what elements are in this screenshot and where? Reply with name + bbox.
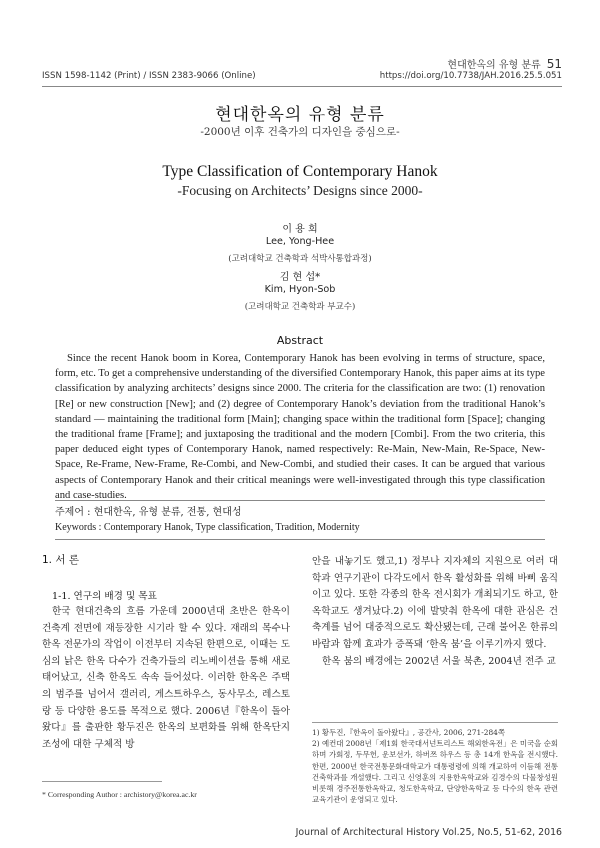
body-paragraph: 안을 내놓기도 했고,1) 정부나 지자체의 지원으로 여러 대학과 연구기관이 다각도에서 한옥 활성화를 위해 바삐 움직이고 있다. 또한 각종의 한옥 전시회가 개최되기도 하고, 한옥학교도 생겨났다.2) 이에 발맞춰 한옥에 대한 관심은 건축계를 넘어 대중적으로도 확산됐는데, 근래 불어온 한류의 바람과 함께 효과가 증폭돼 ‘한옥 붐’을 이루기까지 했다. <box>312 556 558 650</box>
right-column <box>312 554 558 670</box>
page-number: 51 <box>546 57 562 71</box>
subsection-title: 1-1. 연구의 배경 및 목표 <box>52 591 157 602</box>
title-english: Type Classification of Contemporary Hanok <box>162 163 438 180</box>
header-rule <box>42 86 562 87</box>
footnote-2: 2) 예컨대 2008년「제1회 한국대서넌트리스트 해외한옥전」은 미국을 순회하며 가회정, 두무헌, 운보선가, 하버쯔 하우스 등 총 14개 한옥을 전시했다. 한편, 2000년 한국전통문화대학교가 대통령령에 의해 개교하여 이듬해 전통건축학과를 개설했다. 그리고 신영훈의 지용한옥학교와 김경수의 다물창성원 비롯해 경주전통한옥학교, 청도한옥학교, 단양한옥학교 등 다수의 한옥 관련 교육기관이 운영되고 있다. <box>312 739 558 805</box>
author-1-korean: 이 용 희 <box>282 224 318 235</box>
journal-citation: Journal of Architectural History Vol.25, No.5, 51-62, 2016 <box>295 827 562 838</box>
footnote-1: 1) 황두진,『한옥이 돌아왔다』, 공간사, 2006, 271-284쪽 <box>312 728 505 737</box>
corresponding-author: * Corresponding Author : archistory@korea.ac.kr <box>42 790 197 799</box>
keywords-english: Keywords : Contemporary Hanok, Type classification, Tradition, Modernity <box>55 522 360 533</box>
abstract-heading: Abstract <box>276 334 324 347</box>
author-1-english: Lee, Yong-Hee <box>265 236 335 247</box>
author-2-affiliation: (고려대학교 건축학과 부교수) <box>244 302 356 312</box>
body-paragraph: 한국 현대건축의 흐름 가운데 2000년대 초반은 한옥이 건축계 전면에 재등장한 시기라 할 수 있다. 재래의 목수나 한옥 전문가의 작업이 이전부터 지속된 한편으로, 이때는 도심의 낡은 한옥 다수가 건축가들의 리노베이션을 통해 새로 태어났고, 신축 한옥도 속속 들어섰다. 이러한 한옥은 주택의 범주를 넘어서 갤러리, 게스트하우스, 동사무소, 레스토랑 등 다양한 용도를 목적으로 했다. 2006년『한옥이 돌아왔다』를 출판한 황두진은 한옥의 보편화를 위해 한옥단지 조성에 대한 구체적 방 <box>42 606 290 750</box>
section-title: 1. 서 론 <box>42 554 79 566</box>
author-2-english: Kim, Hyon-Sob <box>264 284 336 295</box>
keywords-korean: 주제어 : 현대한옥, 유형 분류, 전통, 현대성 <box>55 507 242 518</box>
subtitle-english: -Focusing on Architects’ Designs since 2000- <box>177 183 423 198</box>
keywords-box <box>55 500 545 540</box>
author-1-affiliation: (고려대학교 건축학과 석박사통합과정) <box>228 254 372 264</box>
abstract-text: Since the recent Hanok boom in Korea, Contemporary Hanok has been evolving in terms of structure, space, form, etc. To get a comprehensive understanding of the diversified Contemporary Hanok, this paper aims at its type classification by analyzing architects’ designs since 2000. The criteria for the classification are two: (1) renovation [Re] or new construction [New]; and (2) degree of Contemporary Hanok’s deviation from the traditional Hanok’s standard — maintaining the traditional form [Main]; changing space within the traditional form [Space]; changing the traditional frame [Frame]; and juxtaposing the traditional and the modern [Combi]. From the two criteria, this paper deduced eight types of Contemporary Hanok, named respectively: Re-Main, New-Main, Re-Space, New-Space, Re-Frame, New-Frame, Re-Combi, and New-Combi, and studied their cases. It can be argued that various aspects of Contemporary Hanok and their critical meanings were well-investigated through this type classification and case-studies. <box>55 353 545 501</box>
left-column <box>42 604 290 753</box>
body-paragraph: 한옥 붐의 배경에는 2002년 서울 북촌, 2004년 전주 교 <box>322 655 556 667</box>
footnote-rule-left <box>42 781 162 782</box>
issn: ISSN 1598-1142 (Print) / ISSN 2383-9066 (Online) <box>42 71 256 81</box>
title-korean: 현대한옥의 유형 분류 <box>215 105 385 125</box>
footnote-rule-right <box>312 722 558 723</box>
running-header <box>447 56 562 71</box>
running-title: 현대한옥의 유형 분류 <box>447 60 541 71</box>
subtitle-korean: -2000년 이후 건축가의 디자인을 중심으로- <box>200 126 400 138</box>
footnotes <box>312 727 558 805</box>
doi-link[interactable]: https://doi.org/10.7738/JAH.2016.25.5.051 <box>379 71 562 81</box>
author-2-korean: 김 현 섭* <box>279 272 321 283</box>
